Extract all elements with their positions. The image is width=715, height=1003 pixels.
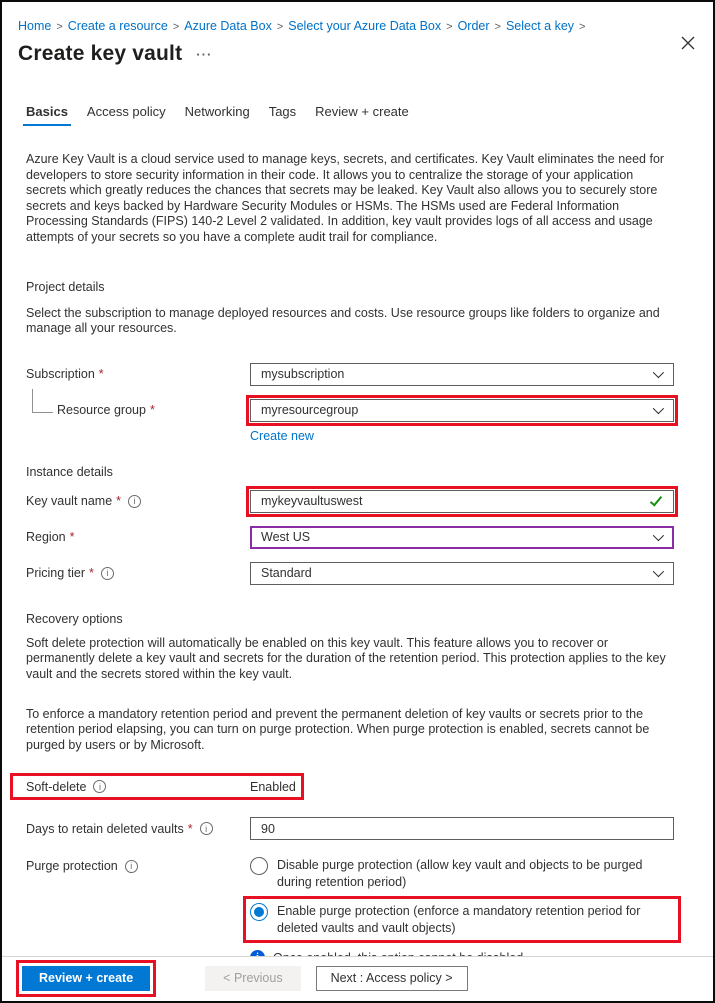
breadcrumb-separator: > xyxy=(172,21,180,33)
close-icon[interactable] xyxy=(680,35,696,51)
more-options-icon[interactable]: ··· xyxy=(196,46,213,62)
previous-button[interactable]: < Previous xyxy=(205,966,300,991)
resource-group-label-text: Resource group xyxy=(57,403,146,418)
region-label-text: Region xyxy=(26,530,66,545)
project-details-heading: Project details xyxy=(26,279,105,294)
purge-protection-row xyxy=(26,857,674,936)
instance-details-heading: Instance details xyxy=(26,464,113,479)
soft-delete-description: Soft delete protection will automatically be enabled on this key vault. This feature allows you to recover or permanently delete a key vault and secrets for the duration of the retention period. This protection applies to the key vault and the secrets stored within the key vault. xyxy=(26,635,666,681)
chevron-down-icon xyxy=(653,403,664,414)
retention-days-label-text: Days to retain deleted vaults xyxy=(26,821,184,836)
radio-button-selected-icon[interactable] xyxy=(250,903,268,921)
key-vault-name-input[interactable] xyxy=(261,494,653,508)
hierarchy-connector-line xyxy=(32,389,53,413)
chevron-down-icon xyxy=(653,367,664,378)
key-vault-name-input-wrap xyxy=(250,490,674,513)
soft-delete-value: Enabled xyxy=(250,779,296,794)
radio-disable-purge-protection[interactable] xyxy=(250,857,674,890)
region-value: West US xyxy=(261,530,311,545)
purge-protection-description: To enforce a mandatory retention period and prevent the permanent deletion of key vaults or secrets prior to the retention period elapsing, you can turn on purge protection. When purge protection is enabled, secrets cannot be purged by users or by Microsoft. xyxy=(26,706,650,752)
tab-tags[interactable]: Tags xyxy=(268,104,297,119)
required-marker: * xyxy=(149,403,155,418)
breadcrumb-select-your-azure-data-box[interactable]: Select your Azure Data Box xyxy=(288,19,442,33)
radio-enable-purge-protection[interactable] xyxy=(250,903,674,936)
subscription-label-text: Subscription xyxy=(26,367,95,382)
breadcrumb-separator: > xyxy=(56,21,63,33)
tab-networking[interactable]: Networking xyxy=(184,104,250,119)
subscription-label xyxy=(26,367,250,381)
pricing-tier-row xyxy=(26,562,674,585)
breadcrumb-separator: > xyxy=(276,21,284,33)
region-row xyxy=(26,526,674,549)
tab-access-policy[interactable]: Access policy xyxy=(86,104,166,119)
review-create-button[interactable]: Review + create xyxy=(22,966,150,991)
tab-bar xyxy=(26,104,713,126)
resource-group-dropdown[interactable] xyxy=(250,399,674,422)
required-marker: * xyxy=(89,566,94,581)
radio-button-icon[interactable] xyxy=(250,857,268,875)
breadcrumb xyxy=(18,18,697,35)
info-icon[interactable] xyxy=(125,860,138,873)
chevron-down-icon xyxy=(653,566,664,577)
radio-enable-label: Enable purge protection (enforce a mandatory retention period for deleted vaults and vault objects) xyxy=(277,904,641,935)
subscription-row xyxy=(26,363,674,386)
breadcrumb-home[interactable]: Home xyxy=(18,19,52,33)
subscription-value: mysubscription xyxy=(261,367,345,382)
next-access-policy-button[interactable]: Next : Access policy > xyxy=(316,966,468,991)
info-icon[interactable] xyxy=(200,822,213,835)
required-marker: * xyxy=(187,821,193,836)
breadcrumb-separator: > xyxy=(446,21,453,33)
tab-basics[interactable]: Basics xyxy=(26,104,68,126)
retention-days-label xyxy=(26,822,250,836)
key-vault-name-label xyxy=(26,494,250,508)
soft-delete-row xyxy=(10,773,304,800)
info-icon[interactable] xyxy=(128,495,141,508)
pricing-tier-label xyxy=(26,566,250,580)
region-label xyxy=(26,530,250,544)
required-marker: * xyxy=(69,530,75,545)
pricing-tier-value: Standard xyxy=(261,566,312,581)
purge-protection-label xyxy=(26,859,250,873)
keyvault-description: Azure Key Vault is a cloud service used to manage keys, secrets, and certificates. Key Vault eliminates the need for developers to store security information in their code. It allows you to centralize the storage of your application secrets which greatly reduces the chances that secrets may be leaked. Key Vault also allows you to securely store secrets and keys backed by Hardware Security Modules or HSMs. The HSMs used are Federal Information Processing Standards (FIPS) 140-2 Level 2 validated. In addition, key vault provides logs of all access and usage attempts of your secrets so you have a complete audit trail for compliance. xyxy=(26,152,665,244)
radio-disable-label: Disable purge protection (allow key vault and objects to be purged during retention period) xyxy=(277,858,643,889)
create-new-link[interactable]: Create new xyxy=(250,428,314,443)
breadcrumb-separator: > xyxy=(494,21,501,33)
retention-days-row xyxy=(26,817,674,840)
breadcrumb-separator: > xyxy=(579,21,586,33)
create-new-row xyxy=(250,429,674,443)
breadcrumb-azure-data-box[interactable]: Azure Data Box xyxy=(184,19,272,33)
key-vault-name-label-text: Key vault name xyxy=(26,494,113,509)
soft-delete-label xyxy=(26,780,250,794)
soft-delete-label-text: Soft-delete xyxy=(26,779,87,794)
chevron-down-icon xyxy=(653,530,664,541)
retention-days-input-wrap xyxy=(250,817,674,840)
resource-group-row xyxy=(26,399,674,422)
key-vault-name-row xyxy=(26,490,674,513)
pricing-tier-dropdown[interactable] xyxy=(250,562,674,585)
page-title: Create key vault xyxy=(18,42,183,65)
header xyxy=(18,42,697,66)
footer-bar xyxy=(2,956,713,1001)
subscription-dropdown[interactable] xyxy=(250,363,674,386)
resource-group-value: myresourcegroup xyxy=(261,403,359,418)
pricing-tier-label-text: Pricing tier xyxy=(26,566,86,581)
tab-review-create[interactable]: Review + create xyxy=(315,104,409,119)
breadcrumb-select-a-key[interactable]: Select a key xyxy=(505,19,575,33)
retention-days-input[interactable] xyxy=(261,822,663,836)
info-icon[interactable] xyxy=(93,780,106,793)
required-marker: * xyxy=(116,494,122,509)
required-marker: * xyxy=(98,367,104,382)
breadcrumb-create-a-resource[interactable]: Create a resource xyxy=(67,19,168,33)
project-details-description: Select the subscription to manage deployed resources and costs. Use resource groups like folders to organize and manage all your resources. xyxy=(26,305,660,336)
region-dropdown[interactable] xyxy=(250,526,674,549)
info-icon[interactable] xyxy=(101,567,114,580)
purge-protection-label-text: Purge protection xyxy=(26,859,118,874)
breadcrumb-order[interactable]: Order xyxy=(457,19,490,33)
recovery-options-heading: Recovery options xyxy=(26,611,123,626)
resource-group-label xyxy=(26,403,250,417)
